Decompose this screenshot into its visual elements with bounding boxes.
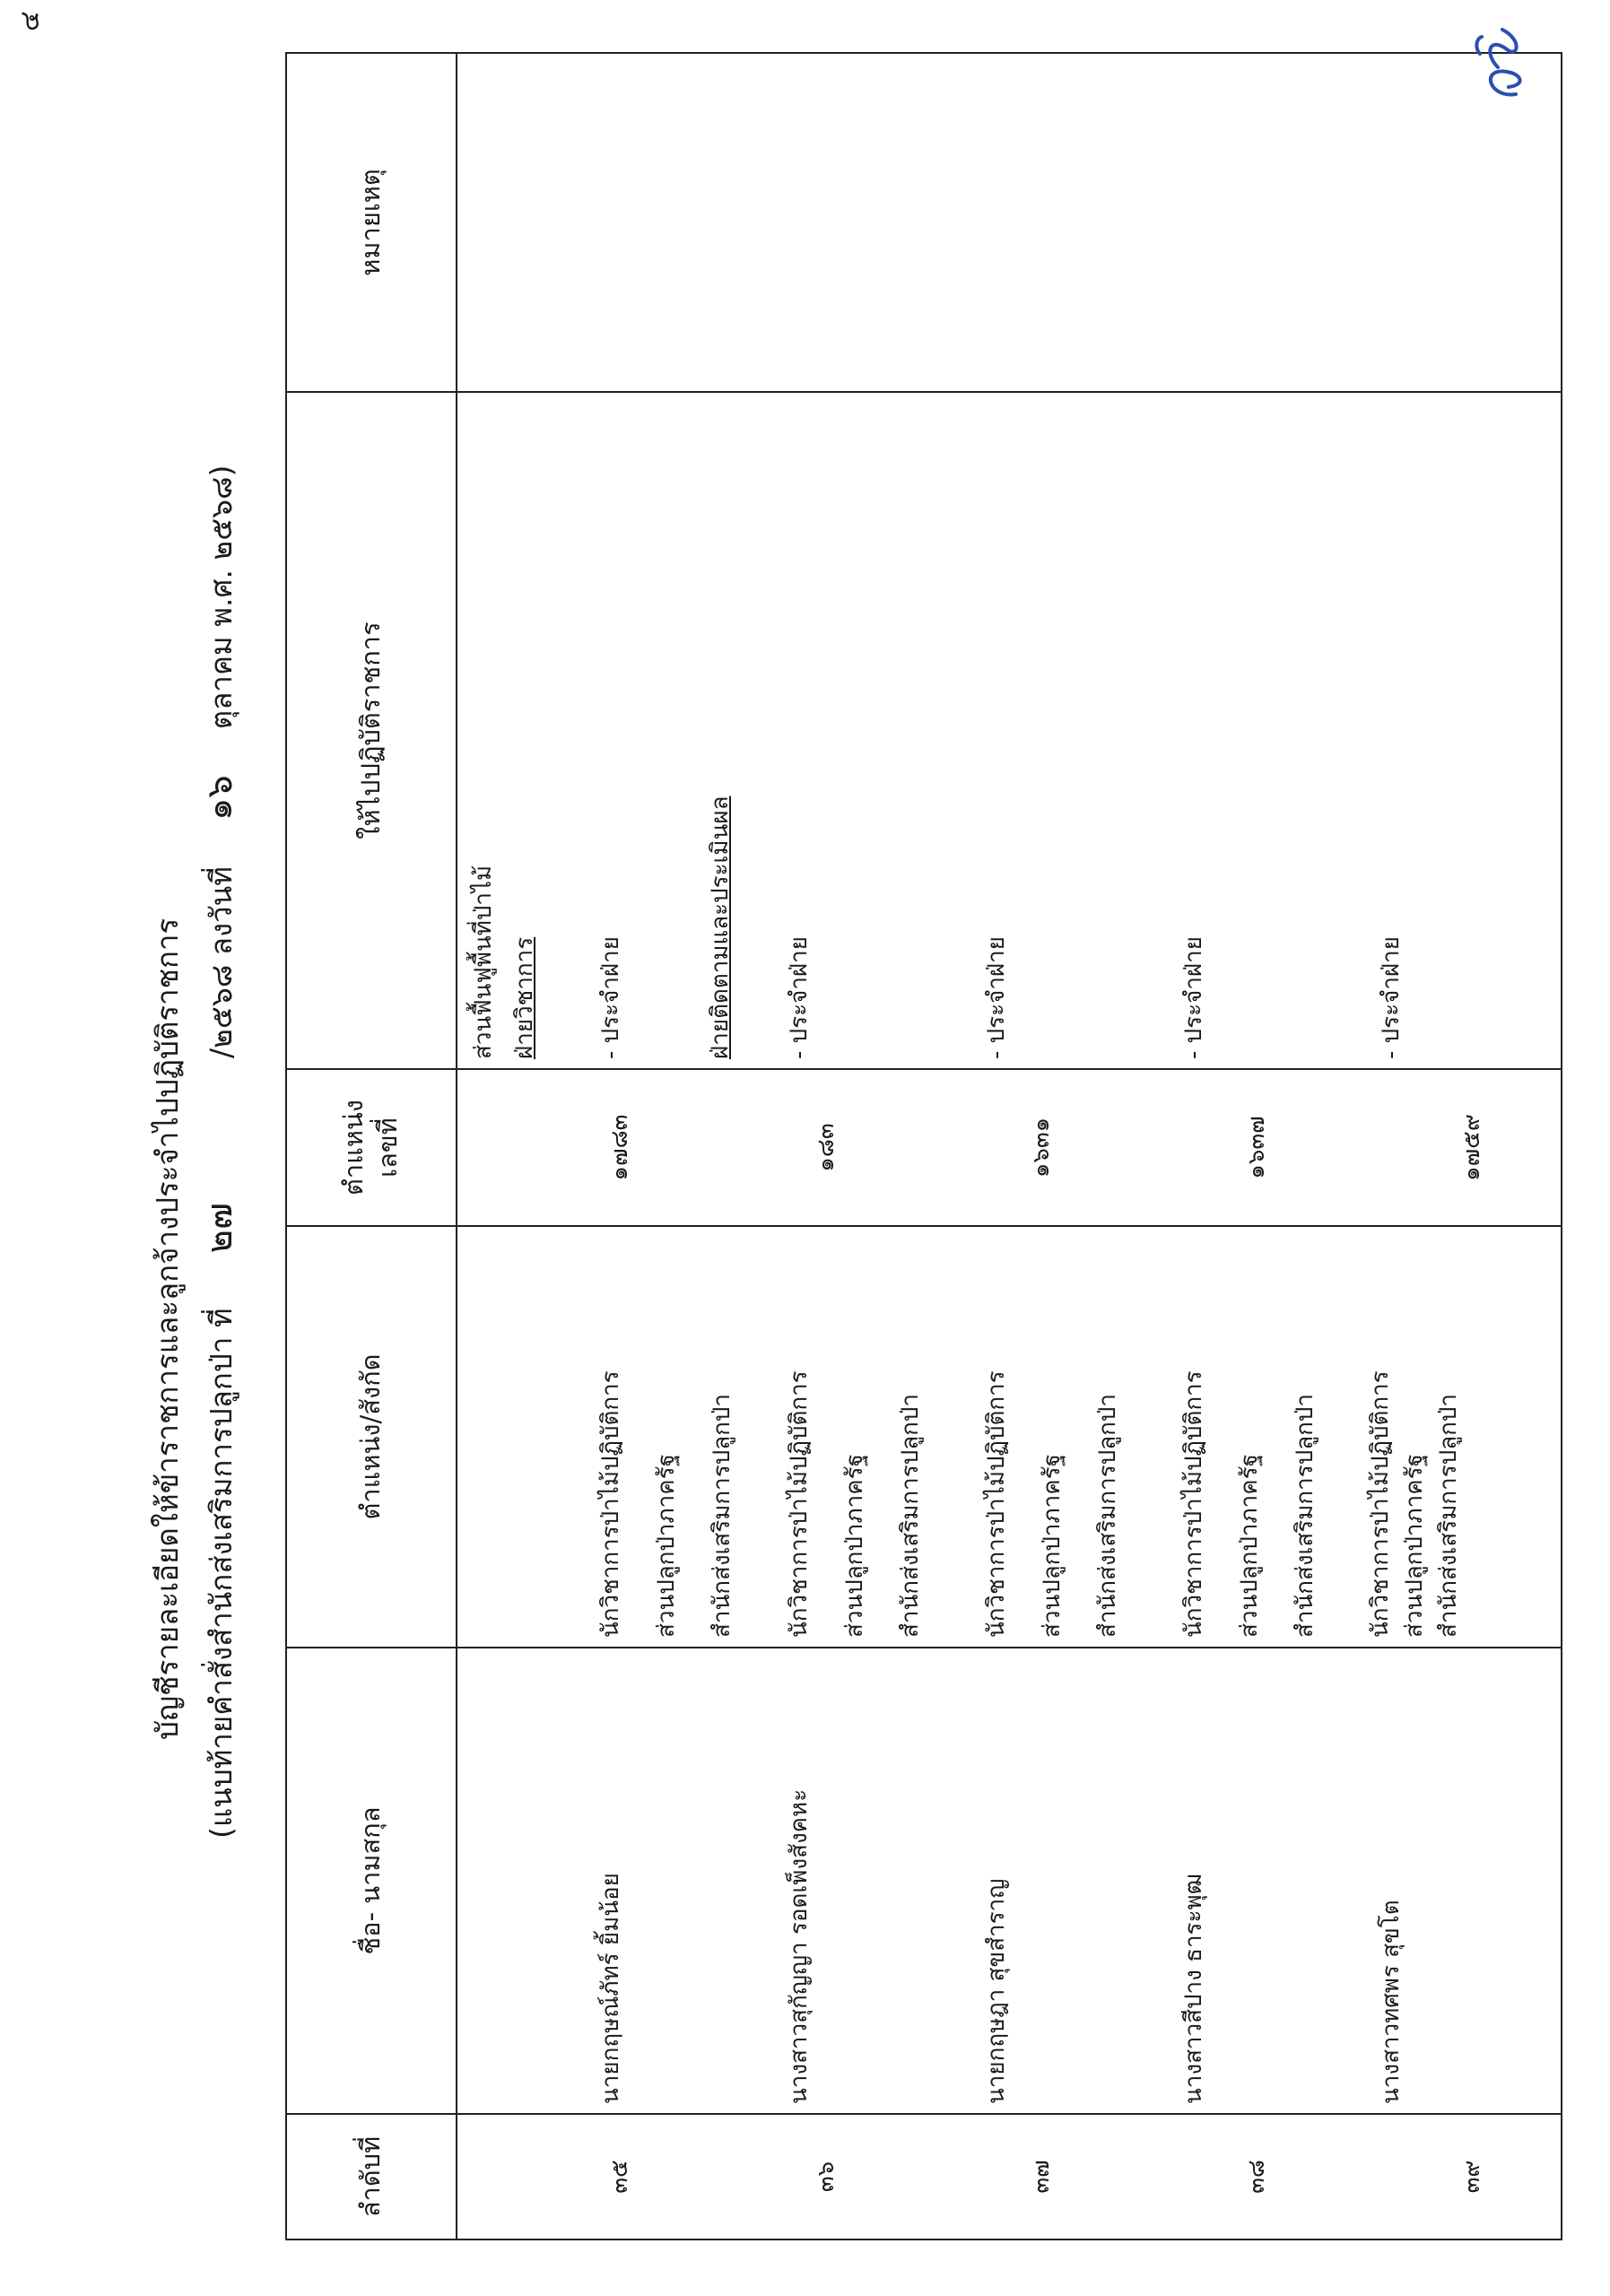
row-seq: ๓๕	[606, 2160, 633, 2194]
row-assignment	[1363, 393, 1471, 1068]
unit-block	[457, 393, 583, 1068]
position-office: สำนักส่งเสริมการปลูกป่า	[709, 1394, 735, 1638]
page-number: ๔	[14, 11, 46, 31]
assignment-text: - ประจำฝ่าย	[786, 936, 813, 1059]
row-seq: ๓๙	[1458, 2160, 1485, 2194]
row-position-no: ๑๘๓	[813, 1123, 840, 1172]
row-position	[1166, 1227, 1363, 1647]
seq-column	[457, 2114, 1562, 2239]
assignment-text: - ประจำฝ่าย	[1180, 936, 1207, 1059]
col-header-position-no-line2: เลขที่	[372, 1118, 403, 1178]
row-name: นางสาวสุกัญญา รอดเพ็งสังคหะ	[786, 1788, 813, 2104]
document-subtitle	[190, 465, 248, 1839]
section-heading: ฝ่ายติดตามและประเมินผล	[707, 796, 734, 1059]
row-position	[969, 1227, 1166, 1647]
row-name: นางสาวสีปาง ธาระพุฒ	[1180, 1873, 1207, 2104]
table-body-row	[457, 53, 1562, 2239]
position-office: สำนักส่งเสริมการปลูกป่า	[1435, 1394, 1462, 1638]
position-title: นักวิชาการป่าไม้ปฏิบัติการ	[786, 1370, 813, 1638]
position-office: สำนักส่งเสริมการปลูกป่า	[1094, 1394, 1121, 1638]
position-division: ส่วนปลูกป่าภาครัฐ	[1039, 1454, 1066, 1638]
col-header-remark: หมายเหตุ	[286, 53, 457, 392]
name-column	[457, 1648, 1562, 2114]
position-office: สำนักส่งเสริมการปลูกป่า	[1292, 1394, 1318, 1638]
col-header-assignment: ให้ไปปฏิบัติราชการ	[286, 392, 457, 1069]
row-name: นายกฤษฎา สุขสำราญ	[983, 1878, 1010, 2104]
col-header-seq: ลำดับที่	[286, 2114, 457, 2239]
position-title: นักวิชาการป่าไม้ปฏิบัติการ	[1180, 1370, 1207, 1638]
assignment-text: - ประจำฝ่าย	[597, 936, 624, 1059]
position-title: นักวิชาการป่าไม้ปฏิบัติการ	[983, 1370, 1010, 1638]
row-position-no: ๑๖๓๑	[1028, 1117, 1055, 1178]
row-assignment	[1166, 393, 1363, 1068]
col-header-position-no-line1: ตำแหน่ง	[338, 1100, 370, 1196]
row-name: นายกฤษณ์ภัทร์ ยิ้มน้อย	[597, 1873, 624, 2104]
order-number: ๒๗	[199, 1202, 240, 1254]
row-assignment	[583, 393, 771, 1068]
row-seq: ๓๗	[1028, 2160, 1055, 2194]
row-position	[583, 1227, 771, 1647]
order-month-year: ตุลาคม พ.ศ. ๒๕๖๘)	[204, 465, 239, 730]
assignment-text: - ประจำฝ่าย	[1378, 936, 1405, 1059]
row-position-no: ๑๗๕๙	[1458, 1114, 1485, 1181]
row-assignment	[771, 393, 969, 1068]
position-division: ส่วนปลูกป่าภาครัฐ	[653, 1454, 680, 1638]
position-division: ส่วนปลูกป่าภาครัฐ	[1236, 1454, 1263, 1638]
row-seq: ๓๘	[1243, 2160, 1270, 2194]
remark-column	[457, 53, 1562, 392]
row-position-no: ๑๖๓๗	[1243, 1116, 1270, 1179]
position-no-column	[457, 1069, 1562, 1226]
row-position-no: ๑๗๘๓	[606, 1114, 633, 1181]
assignment-table	[285, 52, 1562, 2240]
row-assignment	[969, 393, 1166, 1068]
handwritten-initials	[1453, 22, 1534, 103]
position-column	[457, 1226, 1562, 1648]
document-title: บัญชีรายละเอียดให้ข้าราชการและลูกจ้างประจำไปปฏิบัติราชการ	[150, 918, 185, 1740]
order-year: /๒๕๖๘ ลงวันที่	[204, 866, 239, 1058]
row-position	[771, 1227, 969, 1647]
position-title: นักวิชาการป่าไม้ปฏิบัติการ	[597, 1370, 624, 1638]
row-position	[1363, 1227, 1471, 1647]
col-header-position: ตำแหน่ง/สังกัด	[286, 1226, 457, 1648]
assignment-column	[457, 392, 1562, 1069]
col-header-position-no	[286, 1069, 457, 1226]
unit-heading: ส่วนฟื้นฟูพื้นที่ป่าไม้	[470, 865, 497, 1059]
header-row	[286, 53, 457, 2239]
row-name: นางสาวทศพร สุขโต	[1378, 1900, 1405, 2104]
assignment-text: - ประจำฝ่าย	[983, 936, 1010, 1059]
position-title: นักวิชาการป่าไม้ปฏิบัติการ	[1367, 1370, 1394, 1638]
col-header-name: ชื่อ- นามสกุล	[286, 1648, 457, 2114]
position-office: สำนักส่งเสริมการปลูกป่า	[897, 1394, 924, 1638]
row-seq: ๓๖	[813, 2161, 840, 2193]
subtitle-prefix: (แนบท้ายคำสั่งสำนักส่งเสริมการปลูกป่า ที่	[204, 1308, 239, 1839]
position-division: ส่วนปลูกป่าภาครัฐ	[1401, 1454, 1428, 1638]
order-day: ๑๖	[199, 775, 240, 822]
section-heading: ฝ่ายวิชาการ	[511, 936, 538, 1059]
position-division: ส่วนปลูกป่าภาครัฐ	[841, 1454, 868, 1638]
